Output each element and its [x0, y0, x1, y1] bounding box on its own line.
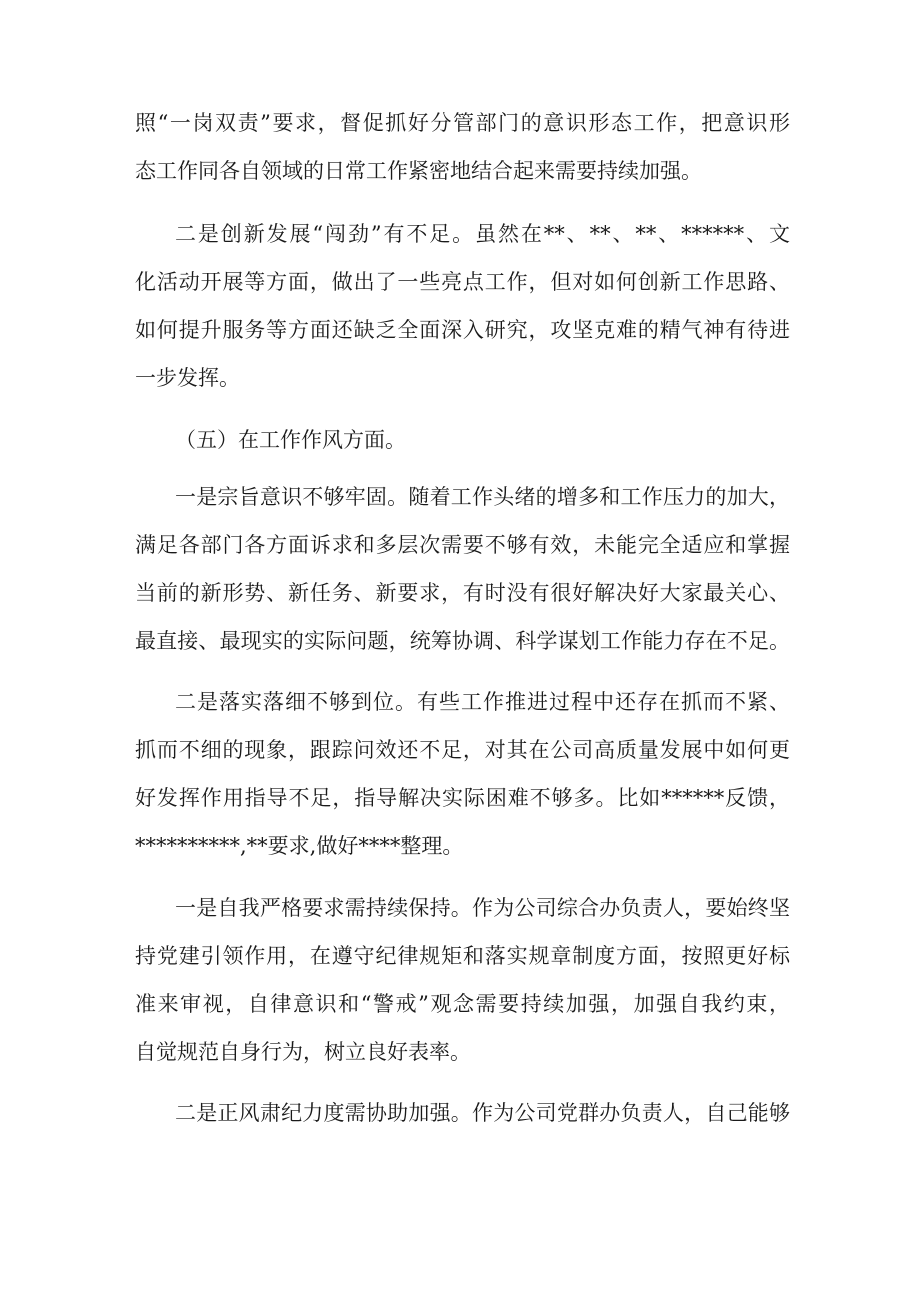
paragraph-4-line-3: 好发挥作用指导不足，指导解决实际困难不够多。比如******反馈，: [135, 786, 790, 810]
paragraph-2-line-2: 化活动开展等方面，做出了一些亮点工作，但对如何创新工作思路、: [135, 270, 790, 294]
paragraph-1-line-1: 照“一岗双责”要求，督促抓好分管部门的意识形态工作，把意识形: [135, 111, 790, 135]
paragraph-2-line-4: 一步发挥。: [135, 366, 240, 390]
paragraph-2-line-1: 二是创新发展“闯劲”有不足。虽然在**、**、**、******、文: [175, 222, 790, 246]
paragraph-3-line-4: 最直接、最现实的实际问题，统筹协调、科学谋划工作能力存在不足。: [135, 629, 790, 653]
paragraph-6-line-1: 二是正风肃纪力度需协助加强。作为公司党群办负责人，自己能够: [175, 1101, 790, 1125]
section-heading-5: （五）在工作作风方面。: [175, 428, 406, 452]
paragraph-2-line-3: 如何提升服务等方面还缺乏全面深入研究，攻坚克难的精气神有待进: [135, 318, 790, 342]
paragraph-4-line-2: 抓而不细的现象，跟踪问效还不足，对其在公司高质量发展中如何更: [135, 738, 790, 762]
paragraph-5-line-2: 持党建引领作用，在遵守纪律规矩和落实规章制度方面，按照更好标: [135, 944, 790, 968]
paragraph-5-line-4: 自觉规范自身行为，树立良好表率。: [135, 1040, 471, 1064]
paragraph-4-line-4: **********,**要求,做好****整理。: [135, 834, 464, 858]
paragraph-5-line-1: 一是自我严格要求需持续保持。作为公司综合办负责人，要始终坚: [175, 896, 790, 920]
paragraph-3-line-1: 一是宗旨意识不够牢固。随着工作头绪的增多和工作压力的加大，: [175, 485, 790, 509]
paragraph-5-line-3: 准来审视，自律意识和“警戒”观念需要持续加强，加强自我约束，: [135, 992, 790, 1016]
paragraph-3-line-3: 当前的新形势、新任务、新要求，有时没有很好解决好大家最关心、: [135, 581, 790, 605]
paragraph-1-line-2: 态工作同各自领域的日常工作紧密地结合起来需要持续加强。: [135, 159, 702, 183]
paragraph-3-line-2: 满足各部门各方面诉求和多层次需要不够有效，未能完全适应和掌握: [135, 533, 790, 557]
paragraph-4-line-1: 二是落实落细不够到位。有些工作推进过程中还存在抓而不紧、: [175, 690, 790, 714]
